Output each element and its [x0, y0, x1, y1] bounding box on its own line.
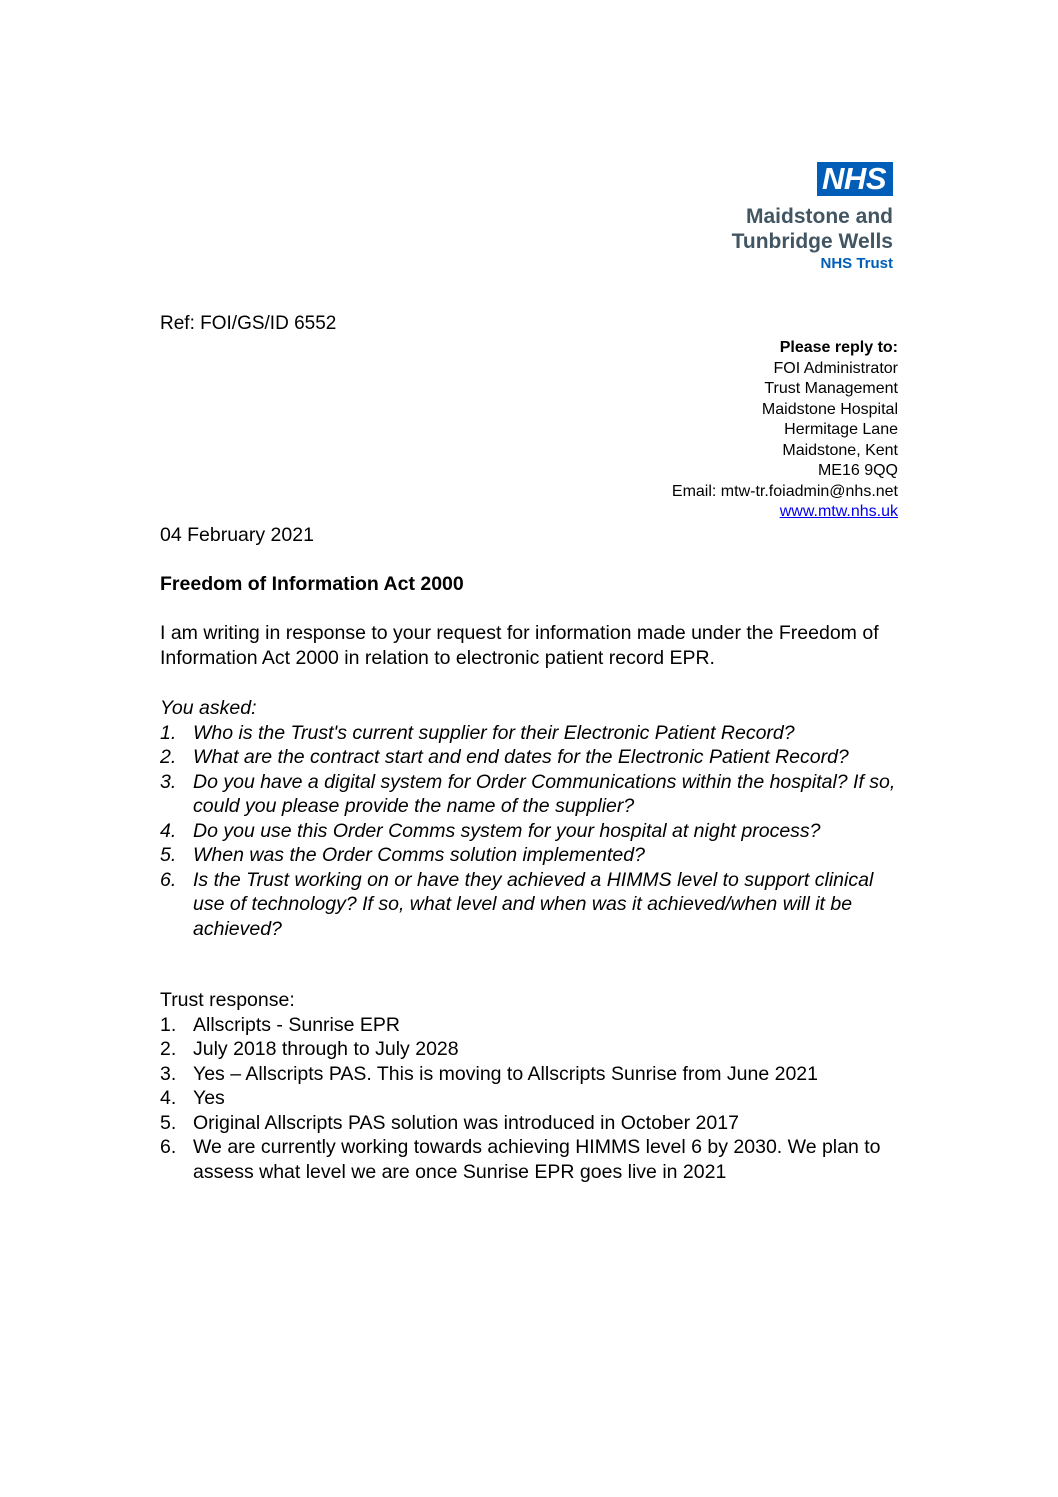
reply-address-block [672, 338, 898, 523]
reply-line-1: FOI Administrator [773, 359, 898, 377]
answer-text: We are currently working towards achieving HIMMS level 6 by 2030. We plan to assess what level we are once Sunrise EPR goes live in 2021 [193, 1136, 881, 1183]
response-heading: Trust response: [160, 989, 295, 1011]
answer-text: July 2018 through to July 2028 [193, 1038, 459, 1060]
question-text: Do you have a digital system for Order Communications within the hospital? If so, could you please provide the name of the supplier? [193, 770, 896, 817]
item-number: 4. [160, 1087, 177, 1109]
answers-list [160, 1013, 900, 1185]
list-item [160, 1062, 900, 1087]
reply-line-4: Hermitage Lane [784, 421, 898, 438]
item-number: 1. [160, 721, 177, 744]
item-number: 5. [160, 1111, 177, 1134]
nhs-badge-logo: NHS [817, 162, 893, 196]
list-item [160, 1135, 900, 1184]
website-link[interactable]: www.mtw.nhs.uk [779, 503, 898, 520]
reply-line-2: Trust Management [764, 380, 898, 397]
list-item [160, 745, 900, 770]
questions-section [160, 696, 900, 941]
item-number: 1. [160, 1013, 177, 1036]
questions-list [160, 721, 900, 942]
nhs-trust-logo [732, 162, 893, 273]
item-number: 4. [160, 819, 177, 842]
question-text: Is the Trust working on or have they achieved a HIMMS level to support clinical use of technology? If so, what level and when was it achieved/when will it be achieved? [193, 868, 874, 940]
list-item [160, 1013, 900, 1038]
answer-text: Yes – Allscripts PAS. This is moving to Allscripts Sunrise from June 2021 [193, 1062, 818, 1085]
list-item [160, 868, 900, 942]
question-text: When was the Order Comms solution implemented? [193, 844, 645, 866]
trust-name-line1: Maidstone and [745, 205, 893, 228]
question-text: Who is the Trust's current supplier for their Electronic Patient Record? [193, 721, 795, 744]
reply-heading: Please reply to: [779, 339, 898, 356]
answer-text: Allscripts - Sunrise EPR [193, 1013, 400, 1036]
reply-email: Email: mtw-tr.foiadmin@nhs.net [671, 482, 898, 500]
list-item [160, 1086, 900, 1111]
questions-heading: You asked: [160, 697, 257, 719]
answer-text: Original Allscripts PAS solution was introduced in October 2017 [193, 1111, 739, 1134]
item-number: 6. [160, 1136, 177, 1158]
list-item [160, 843, 900, 868]
answer-text: Yes [193, 1087, 225, 1109]
trust-name-line3: NHS Trust [820, 255, 893, 272]
list-item [160, 721, 900, 746]
reply-line-6: ME16 9QQ [817, 462, 898, 479]
reply-line-5: Maidstone, Kent [782, 441, 898, 459]
response-section [160, 988, 900, 1184]
letter-subject: Freedom of Information Act 2000 [160, 573, 464, 595]
question-text: What are the contract start and end dates for the Electronic Patient Record? [193, 746, 849, 768]
reference-number: Ref: FOI/GS/ID 6552 [160, 313, 337, 334]
list-item [160, 770, 900, 819]
item-number: 6. [160, 868, 177, 891]
item-number: 5. [160, 844, 177, 866]
list-item [160, 1111, 900, 1136]
item-number: 3. [160, 770, 177, 793]
list-item [160, 1037, 900, 1062]
item-number: 2. [160, 746, 177, 768]
question-text: Do you use this Order Comms system for your hospital at night process? [193, 819, 821, 842]
letter-date: 04 February 2021 [160, 524, 314, 546]
trust-name-line2: Tunbridge Wells [731, 230, 893, 253]
intro-paragraph: I am writing in response to your request for information made under the Freedom of Information Act 2000 in relation to electronic patient record EPR. [160, 622, 879, 669]
reply-line-3: Maidstone Hospital [761, 400, 898, 418]
item-number: 3. [160, 1062, 177, 1085]
list-item [160, 819, 900, 844]
item-number: 2. [160, 1038, 177, 1060]
